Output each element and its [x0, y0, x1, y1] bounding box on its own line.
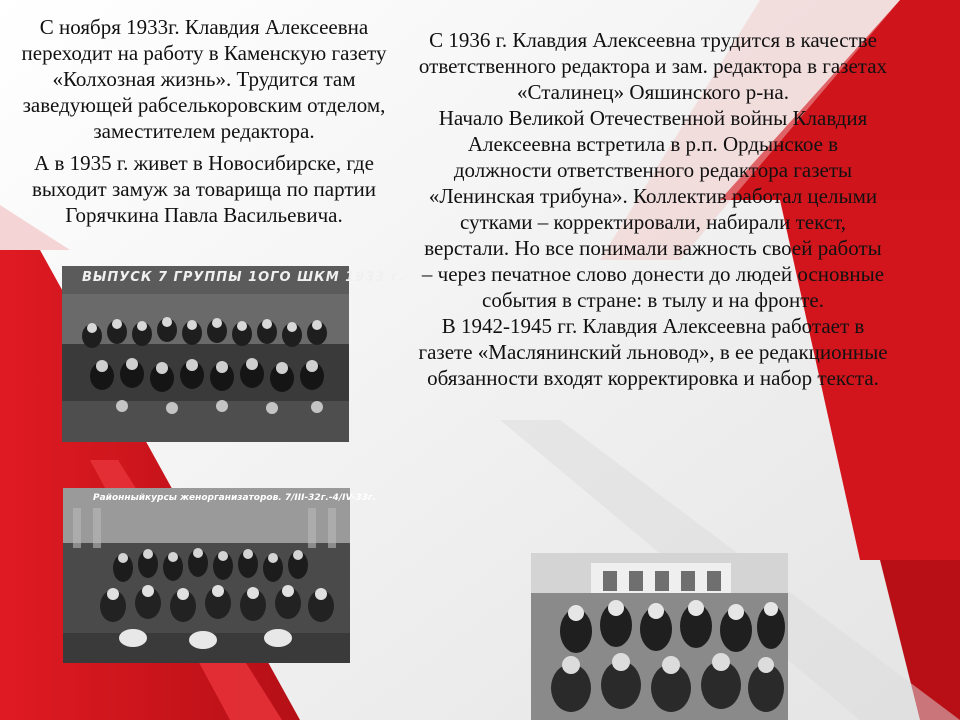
group-photo-course-image	[63, 488, 377, 663]
right-paragraph-3: В 1942-1945 гг. Клавдия Алексеевна работает в газете «Маслянинский льновод», в ее редакционные обязанности входят корректировка и набор текста.	[418, 314, 888, 390]
group-photo-editorial-image	[531, 553, 788, 720]
photo2-caption: Районныйкурсы женорганизаторов. 7/III-32г.-4/IV-33г.	[93, 493, 377, 503]
group-photo-1933	[62, 266, 405, 442]
left-paragraph-1: С ноября 1933г. Клавдия Алексеевна переходит на работу в Каменскую газету «Колхозная жизнь». Трудится там заведующей рабселькоровским отделом, заместителем редактора.	[21, 15, 387, 143]
right-paragraph-2: Начало Великой Отечественной войны Клавдия Алексеевна встретила в р.п. Ордынское в должности ответственного редактора газеты «Ленинская трибуна». Коллектив работал целыми сутками – корректировали, набирали текст, верстали. Но все понимали важность своей работы – через печатное слово донести до людей основные события в стране: в тылу и на фронте.	[421, 106, 885, 312]
group-photo-course	[63, 488, 377, 663]
group-photo-1933-image	[62, 266, 405, 442]
left-paragraph-2: А в 1935 г. живет в Новосибирске, где выходит замуж за товарища по партии Горячкина Павла Васильевича.	[32, 151, 376, 227]
group-photo-editorial	[531, 553, 788, 720]
left-text-column	[8, 14, 400, 228]
photo1-caption: ВЫПУСК 7 ГРУППЫ 1ОГО ШКМ 1933 г.	[82, 270, 405, 285]
right-text-column	[418, 27, 888, 391]
right-paragraph-1: С 1936 г. Клавдия Алексеевна трудится в качестве ответственного редактора и зам. редактора в газетах «Сталинец» Ояшинского р-на.	[418, 28, 888, 104]
